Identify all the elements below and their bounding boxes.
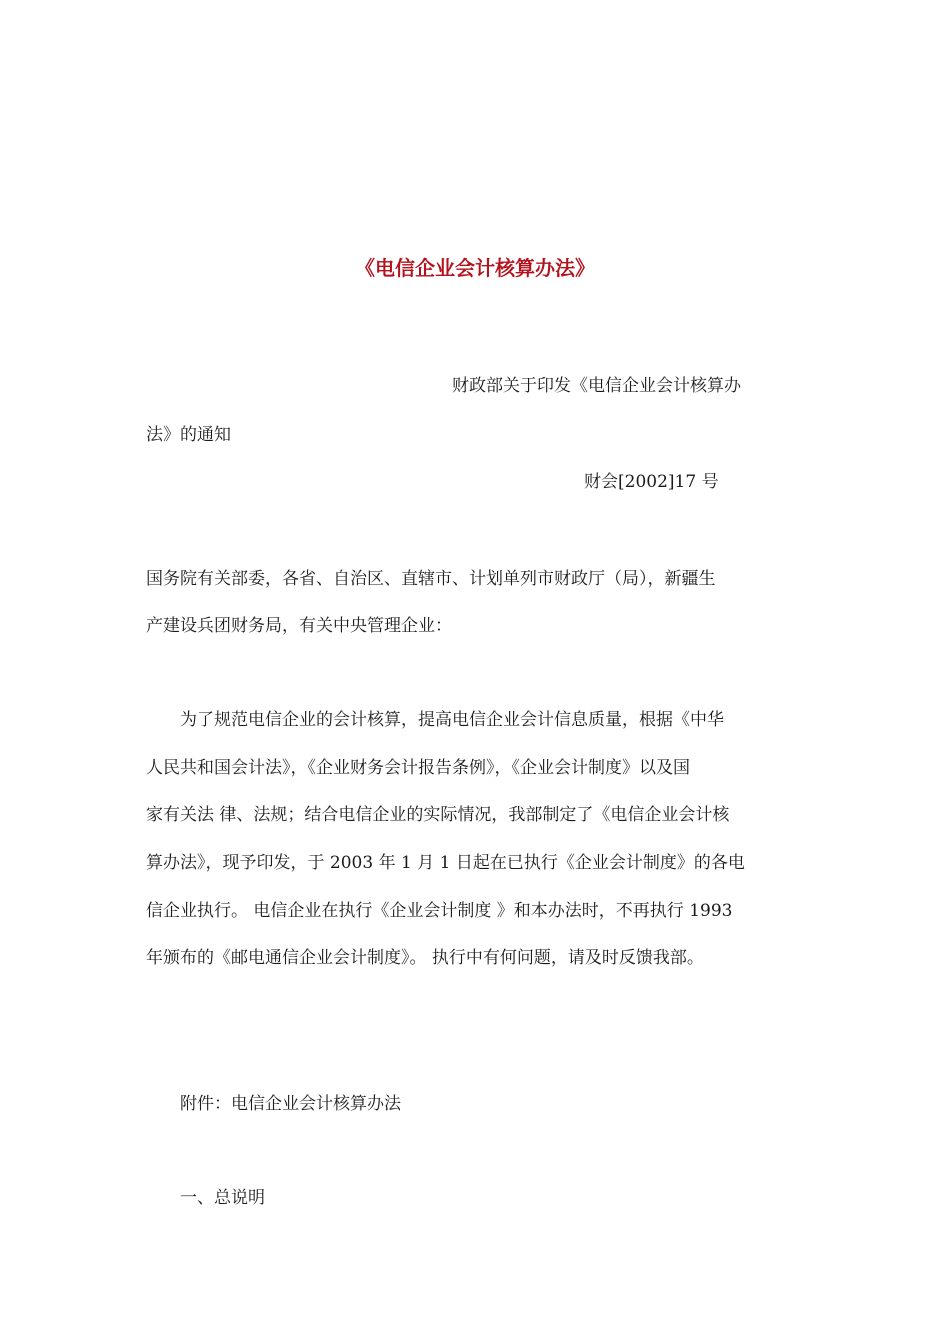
- document-number: 财会[2002]17 号: [584, 472, 719, 492]
- body-line: 家有关法 律、法规；结合电信企业的实际情况，我部制定了《电信企业会计核: [146, 805, 730, 825]
- body-line: 人民共和国会计法》，《企业财务会计报告条例》，《企业会计制度》以及国: [146, 758, 690, 778]
- notice-heading-line-1: 财政部关于印发《电信企业会计核算办: [452, 376, 741, 396]
- body-line: 信企业执行。 电信企业在执行《企业会计制度 》和本办法时，不再执行 1993: [146, 901, 733, 921]
- notice-heading-line-2: 法》的通知: [146, 425, 231, 445]
- attachment-line: 附件：电信企业会计核算办法: [180, 1094, 401, 1114]
- body-line: 算办法》，现予印发，于 2003 年 1 月 1 日起在已执行《企业会计制度》的各电: [146, 853, 745, 873]
- body-line: 年颁布的《邮电通信企业会计制度》。 执行中有何问题，请及时反馈我部。: [146, 948, 704, 968]
- document-title: 《电信企业会计核算办法》: [355, 256, 595, 280]
- addressee-line-1: 国务院有关部委，各省、自治区、直辖市、计划单列市财政厅（局），新疆生: [146, 569, 716, 589]
- addressee-line-2: 产建设兵团财务局，有关中央管理企业：: [146, 616, 452, 636]
- section-heading: 一、总说明: [180, 1188, 265, 1208]
- body-line: 为了规范电信企业的会计核算，提高电信企业会计信息质量，根据《中华: [180, 710, 724, 730]
